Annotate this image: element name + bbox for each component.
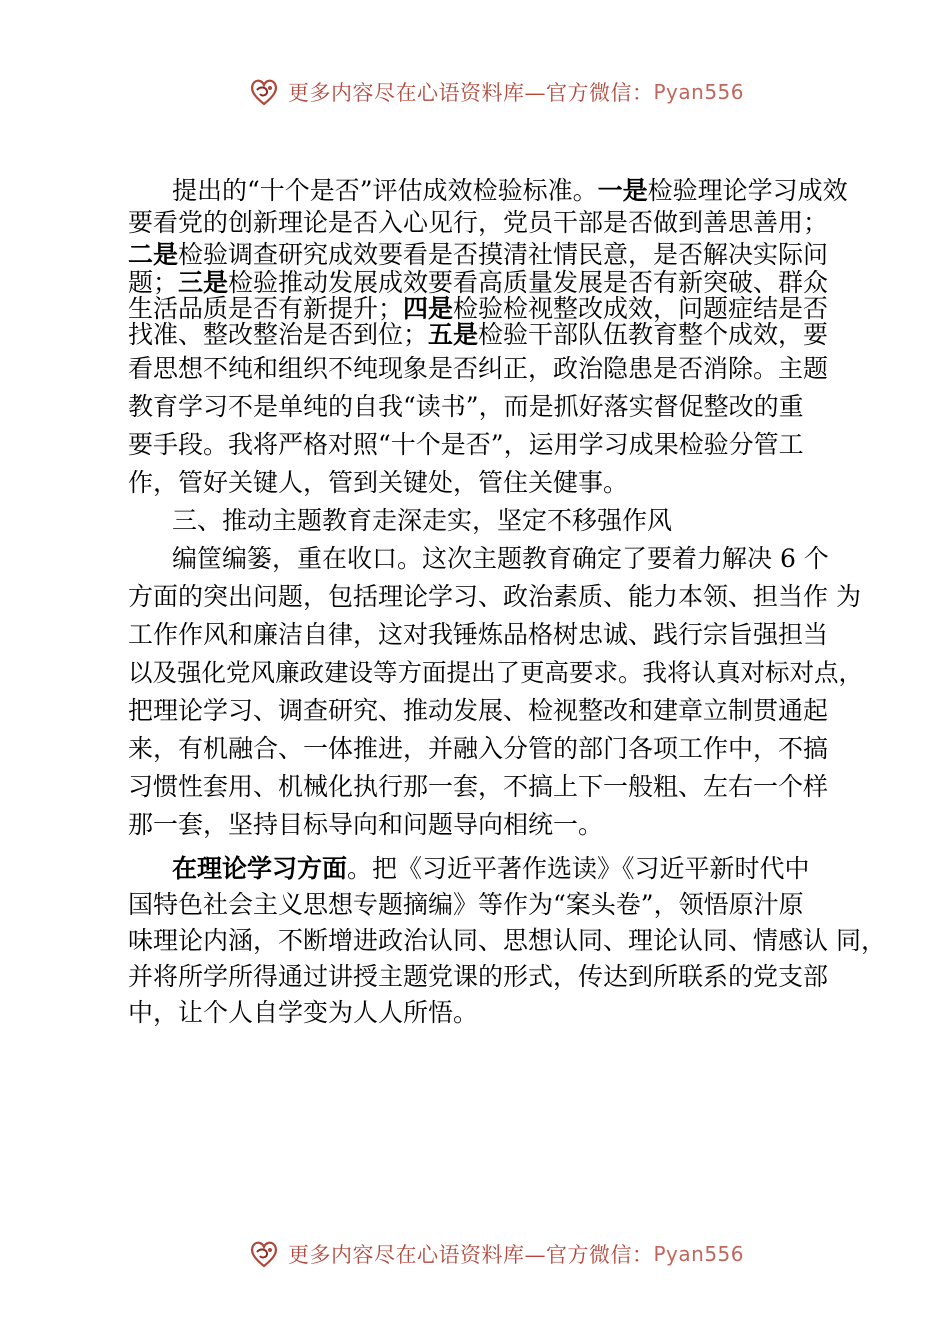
- paragraph-line: 中，让个人自学变为人人所悟。: [128, 998, 479, 1027]
- paragraph-line: 以及强化党风廉政建设等方面提出了更高要求。我将认真对标对点，: [128, 658, 863, 687]
- paragraph-line: [172, 176, 848, 206]
- text-span: 检验理论学习成效: [647, 176, 848, 205]
- paragraph-line: 要看党的创新理论是否入心见行，党员干部是否做到善思善用；: [128, 208, 829, 237]
- heart-swirl-logo-icon: [248, 76, 280, 108]
- paragraph-line: 国特色社会主义思想专题摘编》等作为“案头卷”，领悟原汁原: [128, 890, 804, 919]
- header-watermark: [248, 72, 768, 112]
- paragraph-line: 来，有机融合、一体推进，并融入分管的部门各项工作中，不搞: [128, 734, 829, 763]
- bold-marker: 一是: [597, 176, 648, 205]
- heart-swirl-logo-icon: [248, 1238, 280, 1270]
- text-span: 找准、整改整治是否到位；: [128, 320, 429, 349]
- bold-lead: 在理论学习方面: [172, 854, 348, 883]
- text-span: 检验检视整改成效，问题症结是否: [453, 294, 829, 323]
- section-heading: 三、推动主题教育走深走实，坚定不移强作风: [172, 506, 673, 535]
- paragraph-line: 并将所学所得通过讲授主题党课的形式，传达到所联系的党支部: [128, 962, 829, 991]
- text-span: 提出的“十个是否”评估成效检验标准。: [172, 176, 598, 205]
- watermark-text: 更多内容尽在心语资料库—官方微信：: [288, 1243, 654, 1267]
- watermark-text: 更多内容尽在心语资料库—官方微信：: [288, 81, 654, 105]
- watermark-wechat-id: Pyan556: [653, 1242, 745, 1266]
- text-span: 生活品质是否有新提升；: [128, 294, 404, 323]
- text-span: 检验干部队伍教育整个成效，要: [478, 320, 829, 349]
- paragraph-line: 编筐编篓，重在收口。这次主题教育确定了要着力解决 6 个: [172, 544, 829, 573]
- paragraph-line: [128, 240, 828, 270]
- text-span: 检验推动发展成效要看高质量发展是否有新突破、群众: [228, 268, 829, 297]
- paragraph-line: 把理论学习、调查研究、推动发展、检视整改和建章立制贯通起: [128, 696, 829, 725]
- text-span: 题；: [128, 268, 179, 297]
- paragraph-line: 方面的突出问题，包括理论学习、政治素质、能力本领、担当作 为: [128, 582, 861, 611]
- bold-marker: 三是: [178, 268, 229, 297]
- footer-watermark: [248, 1234, 768, 1274]
- bold-marker: 五是: [428, 320, 479, 349]
- text-span: 。把《习近平著作选读》《习近平新时代中: [347, 854, 810, 883]
- paragraph-line: 味理论内涵，不断增进政治认同、思想认同、理论认同、情感认 同，: [128, 926, 886, 955]
- paragraph-line: 看思想不纯和组织不纯现象是否纠正，政治隐患是否消除。主题: [128, 354, 829, 383]
- watermark-wechat-id: Pyan556: [653, 80, 745, 104]
- paragraph-line: [172, 854, 810, 884]
- paragraph-line: 习惯性套用、机械化执行那一套，不搞上下一般粗、左右一个样: [128, 772, 829, 801]
- bold-marker: 二是: [128, 240, 179, 269]
- paragraph-line: 教育学习不是单纯的自我“读书”，而是抓好落实督促整改的重: [128, 392, 804, 421]
- paragraph-line: 作，管好关键人，管到关键处，管住关健事。: [128, 468, 629, 497]
- paragraph-line: 工作作风和廉洁自律，这对我锤炼品格树忠诚、践行宗旨强担当: [128, 620, 829, 649]
- paragraph-line: [128, 320, 828, 350]
- paragraph-line: 那一套，坚持目标导向和问题导向相统一。: [128, 810, 604, 839]
- text-span: 检验调查研究成效要看是否摸清社情民意，是否解决实际问: [178, 240, 829, 269]
- bold-marker: 四是: [403, 294, 454, 323]
- paragraph-line: 要手段。我将严格对照“十个是否”，运用学习成果检验分管工: [128, 430, 804, 459]
